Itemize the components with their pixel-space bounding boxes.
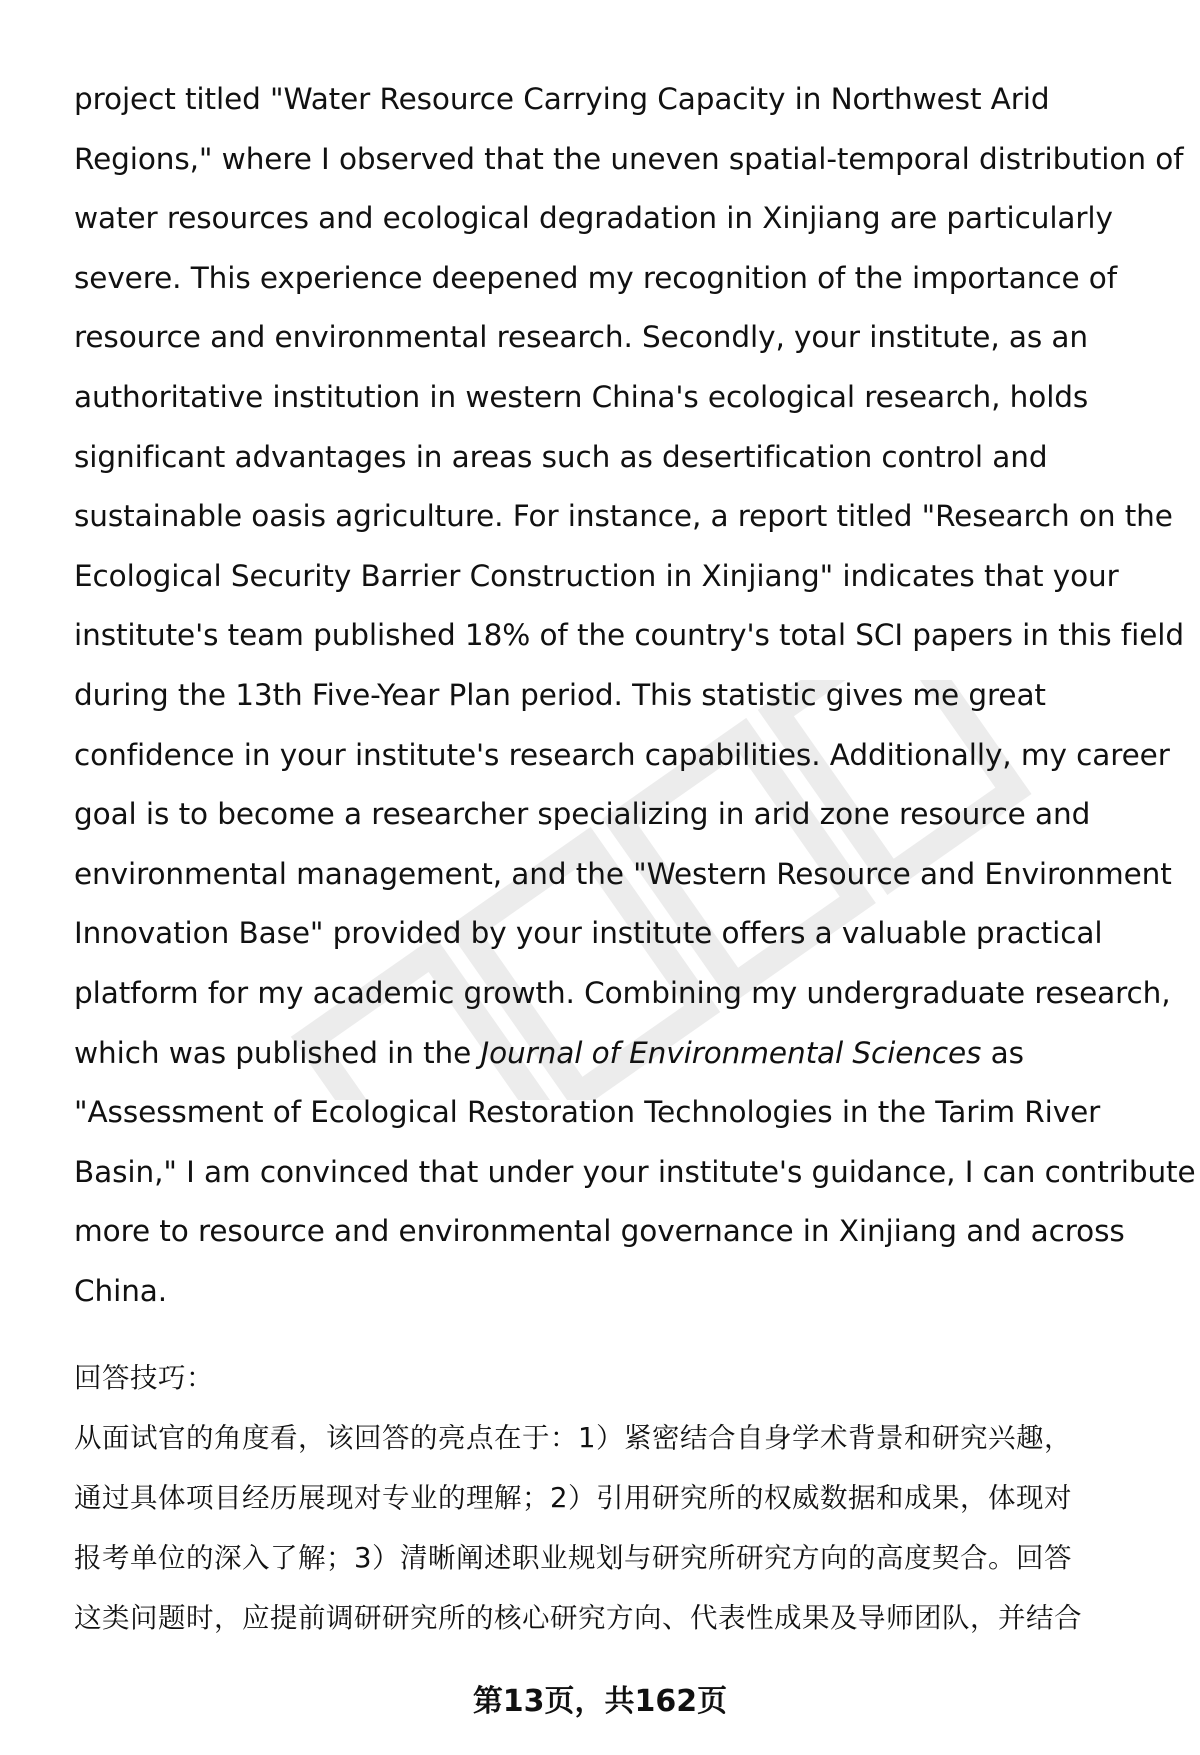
text-line: "Assessment of Ecological Restoration Technologies in the Tarim River (74, 1095, 1101, 1130)
text-line: Regions," where I observed that the uneven spatial-temporal distribution of (74, 141, 1184, 176)
tips-line: 从面试官的角度看，该回答的亮点在于：1）紧密结合自身学术背景和研究兴趣， (74, 1422, 1072, 1454)
text-line: during the 13th Five-Year Plan period. This statistic gives me great (74, 677, 1046, 712)
text-line: China. (74, 1273, 168, 1308)
text-line: significant advantages in areas such as desertification control and (74, 439, 1048, 474)
text-segment: which was published in the (74, 1035, 481, 1070)
text-line-with-journal (74, 1024, 1164, 1084)
text-line: confidence in your institute's research capabilities. Additionally, my career (74, 737, 1170, 772)
text-line: authoritative institution in western China's ecological research, holds (74, 379, 1089, 414)
journal-title: Journal of Environmental Sciences (480, 1035, 982, 1070)
text-line: more to resource and environmental governance in Xinjiang and across (74, 1214, 1125, 1249)
tips-line: 报考单位的深入了解；3）清晰阐述职业规划与研究所研究方向的高度契合。回答 (74, 1542, 1072, 1574)
text-line: institute's team published 18% of the country's total SCI papers in this field (74, 618, 1184, 653)
tips-line: 这类问题时，应提前调研研究所的核心研究方向、代表性成果及导师团队，并结合 (74, 1602, 1082, 1634)
answer-tips-section (74, 1348, 1164, 1648)
answer-paragraph (74, 70, 1196, 1321)
text-line: Innovation Base" provided by your institute offers a valuable practical (74, 916, 1103, 951)
text-line: severe. This experience deepened my recognition of the importance of (74, 260, 1118, 295)
text-line: resource and environmental research. Secondly, your institute, as an (74, 320, 1088, 355)
tips-heading: 回答技巧： (74, 1362, 214, 1394)
tips-line: 通过具体项目经历展现对专业的理解；2）引用研究所的权威数据和成果，体现对 (74, 1482, 1072, 1514)
text-line: environmental management, and the "Western Resource and Environment (74, 856, 1172, 891)
text-line: sustainable oasis agriculture. For instance, a report titled "Research on the (74, 499, 1173, 534)
text-line: project titled "Water Resource Carrying Capacity in Northwest Arid (74, 82, 1050, 116)
page-number: 第13页，共162页 (472, 1684, 728, 1719)
text-line: Ecological Security Barrier Construction in Xinjiang" indicates that your (74, 558, 1119, 593)
text-line: water resources and ecological degradation in Xinjiang are particularly (74, 201, 1113, 236)
text-line: platform for my academic growth. Combining my undergraduate research, (74, 975, 1171, 1010)
text-line: goal is to become a researcher specializing in arid zone resource and (74, 797, 1091, 832)
text-line: Basin," I am convinced that under your institute's guidance, I can contribute (74, 1154, 1196, 1189)
text-segment: as (981, 1035, 1024, 1070)
